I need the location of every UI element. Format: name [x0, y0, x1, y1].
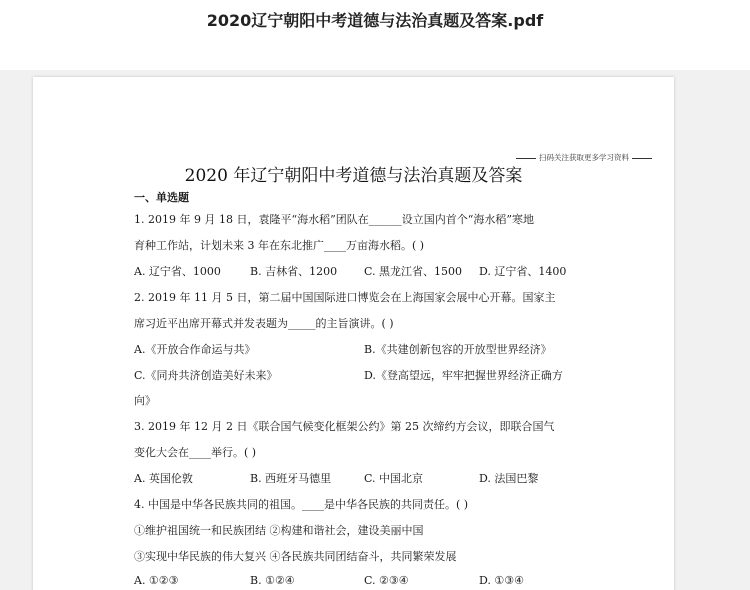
file-title: 2020辽宁朝阳中考道德与法治真题及答案.pdf: [206, 11, 544, 30]
watermark-text: 扫码关注获取更多学习资料: [513, 152, 655, 163]
question-2-option-b: B.《共建创新包容的开放型世界经济》: [364, 343, 552, 356]
question-1-option-d: D. 辽宁省、1400: [479, 265, 567, 278]
question-2-option-c: C.《同舟共济创造美好未来》: [134, 369, 278, 382]
question-2-line-2: 席习近平出席开幕式并发表题为_____的主旨演讲。( ): [134, 317, 394, 330]
viewer-header: [0, 0, 750, 70]
question-4-line-1: 4. 中国是中华各民族共同的祖国。____是中华各民族的共同责任。( ): [134, 498, 469, 511]
question-4-option-a: A. ①②③: [134, 574, 179, 587]
question-1-line-1: 1. 2019 年 9 月 18 日，袁隆平“海水稻”团队在______设立国内首个“海水稻”寒地: [134, 213, 534, 226]
question-1-option-c: C. 黑龙江省、1500: [364, 265, 463, 278]
question-2-option-d-continued: 向》: [134, 394, 156, 407]
question-3-option-c: C. 中国北京: [364, 472, 424, 485]
question-4-option-b: B. ①②④: [250, 574, 295, 587]
question-2-line-1: 2. 2019 年 11 月 5 日，第二届中国国际进口博览会在上海国家会展中心开幕。国家主: [134, 291, 556, 304]
question-3-option-b: B. 西班牙马德里: [250, 472, 332, 485]
page-content: [33, 77, 674, 590]
document-title: 2020 年辽宁朝阳中考道德与法治真题及答案: [184, 166, 523, 186]
question-3-line-1: 3. 2019 年 12 月 2 日《联合国气候变化框架公约》第 25 次缔约方会议，即联合国气: [134, 420, 555, 433]
question-2-option-d: D.《登高望远，牢牢把握世界经济正确方: [364, 369, 563, 382]
question-1-option-b: B. 吉林省、1200: [250, 265, 338, 278]
question-2-option-a: A.《开放合作命运与共》: [134, 343, 256, 356]
question-3-option-d: D. 法国巴黎: [479, 472, 539, 485]
question-4-option-d: D. ①③④: [479, 574, 525, 587]
section-heading: 一、单选题: [134, 191, 189, 204]
question-3-line-2: 变化大会在____举行。( ): [134, 446, 257, 459]
question-4-line-3: ③实现中华民族的伟大复兴 ④各民族共同团结奋斗，共同繁荣发展: [134, 550, 457, 563]
question-1-line-2: 育种工作站，计划未来 3 年在东北推广____万亩海水稻。( ): [134, 239, 425, 252]
document-page[interactable]: [33, 77, 674, 590]
question-4-line-2: ①维护祖国统一和民族团结 ②构建和谐社会，建设美丽中国: [134, 524, 424, 537]
question-1-option-a: A. 辽宁省、1000: [134, 265, 221, 278]
question-4-option-c: C. ②③④: [364, 574, 409, 587]
question-3-option-a: A. 英国伦敦: [134, 472, 193, 485]
